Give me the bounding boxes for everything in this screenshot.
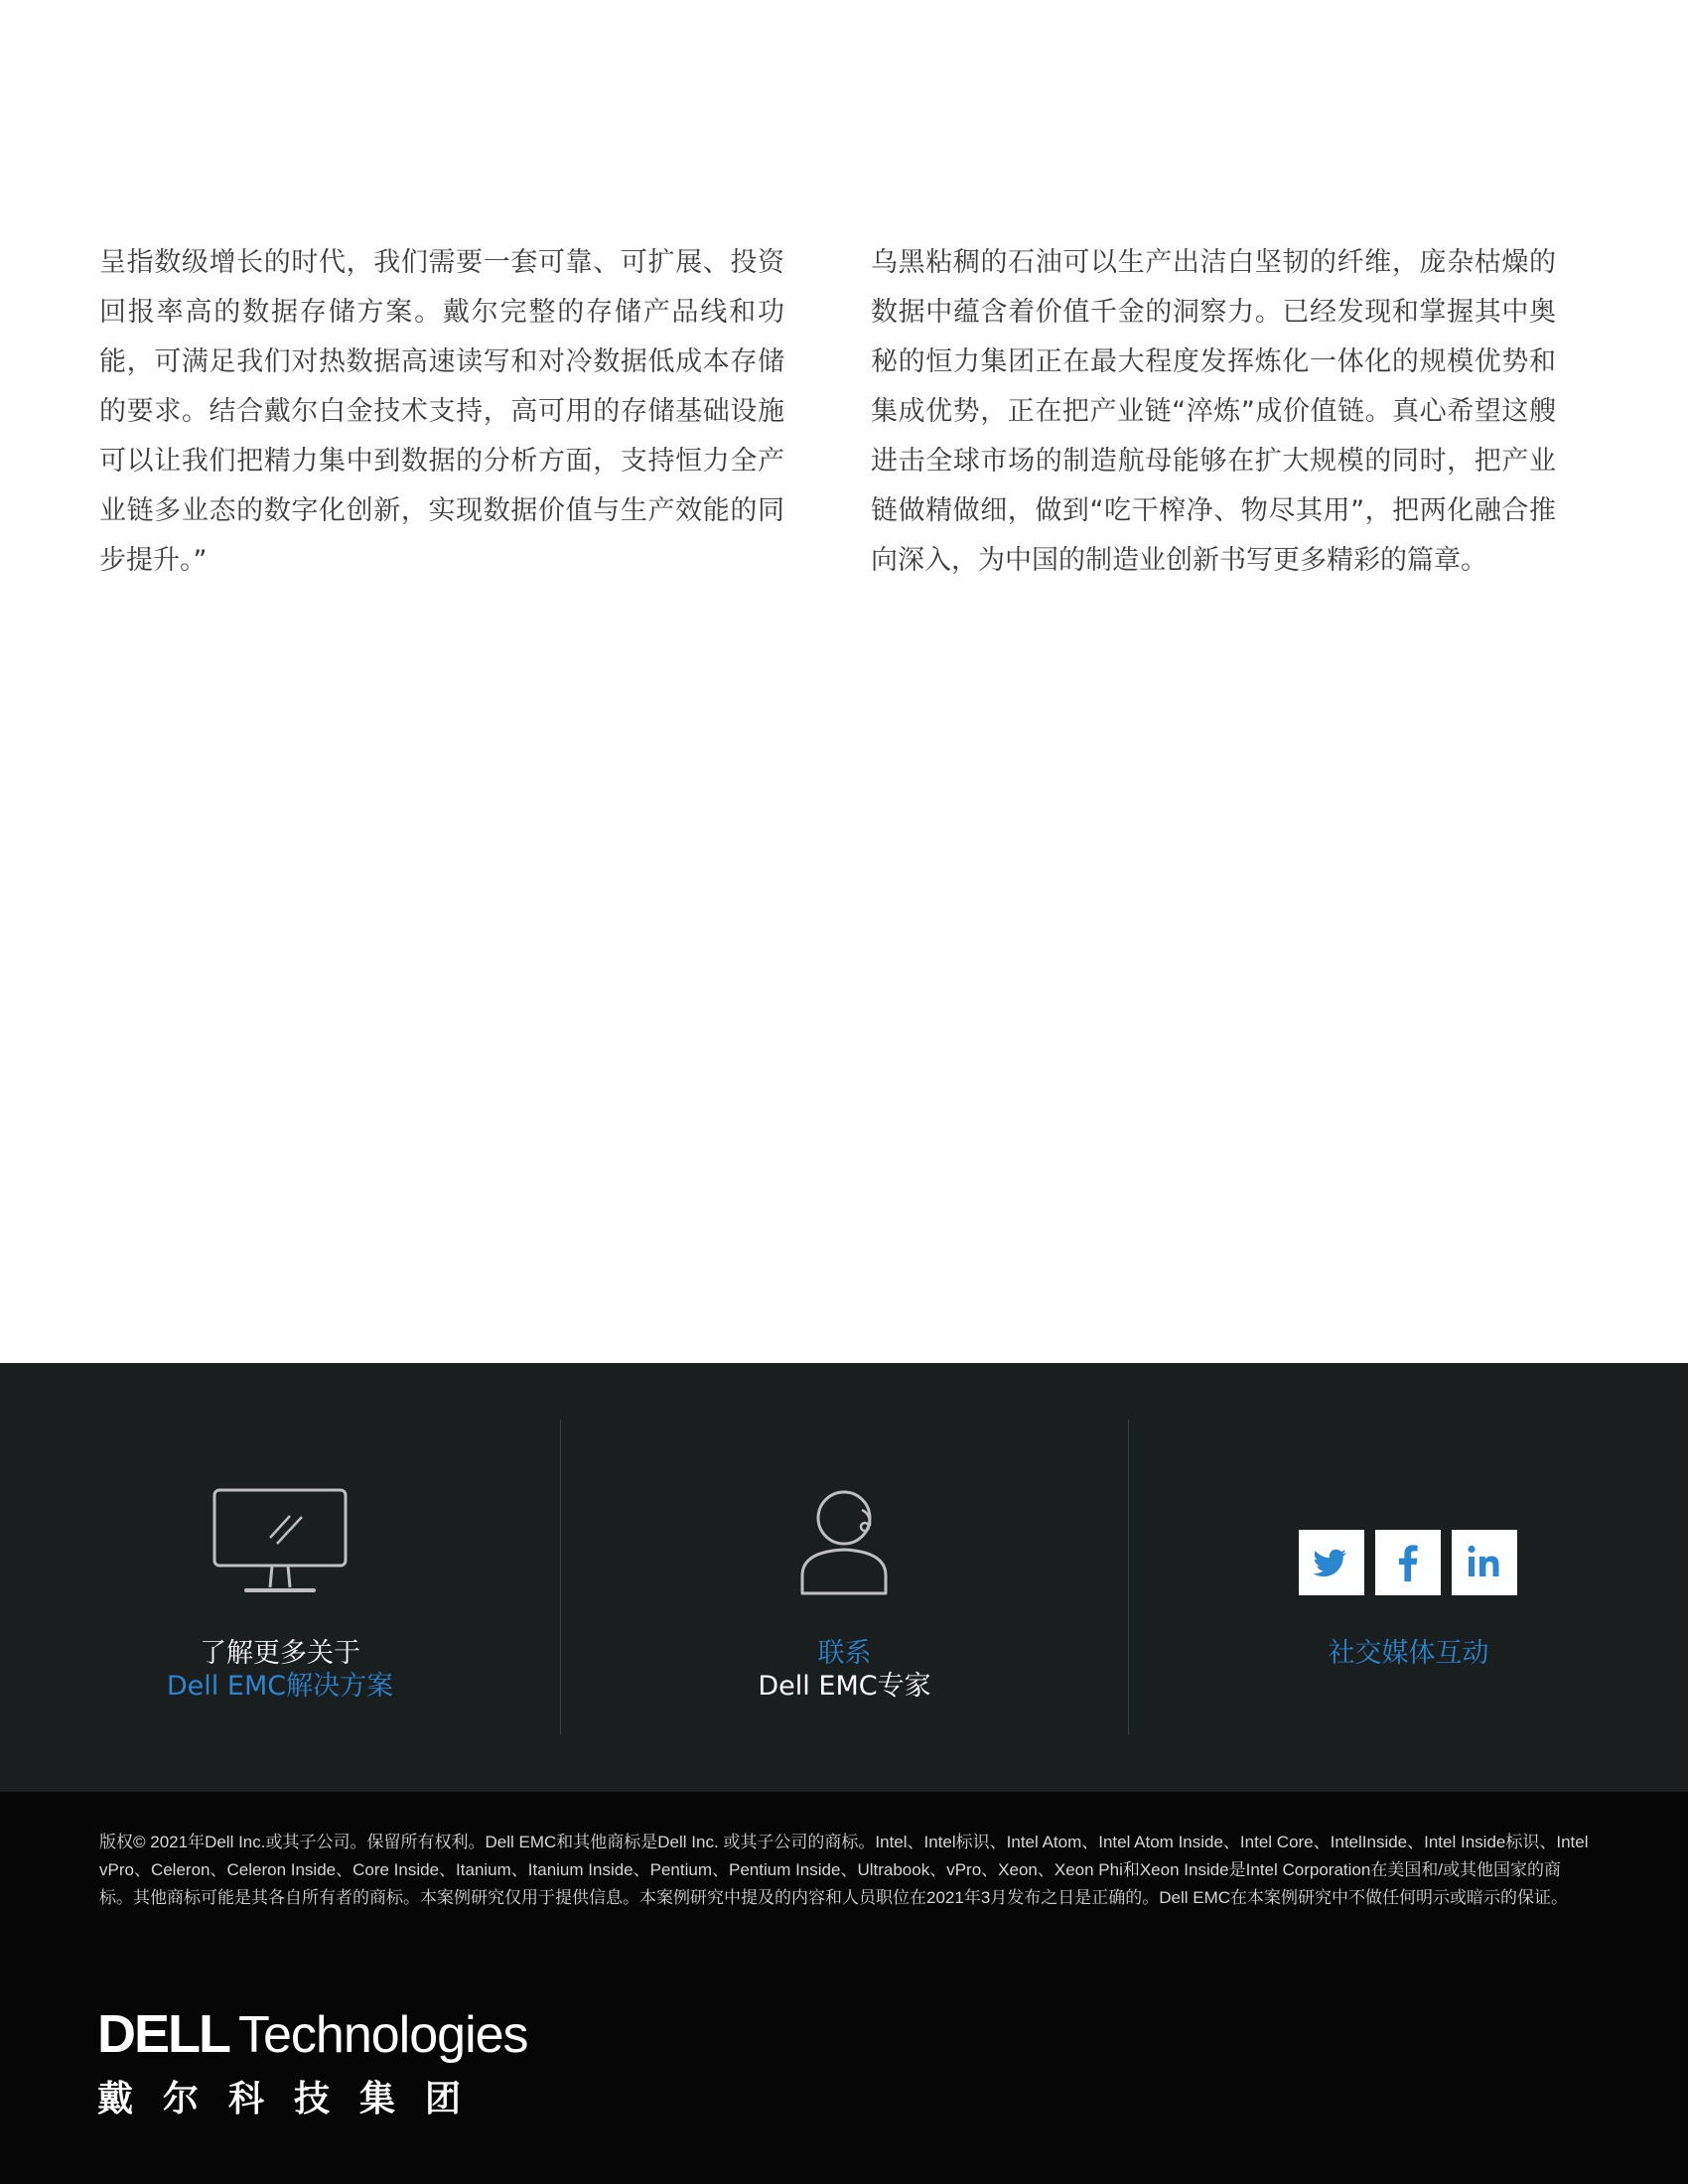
twitter-icon xyxy=(1299,1530,1364,1595)
twitter-button[interactable] xyxy=(1299,1530,1364,1595)
svg-text:DELL: DELL xyxy=(97,2004,229,2064)
cta-band xyxy=(0,1363,1688,1792)
contact-line2: Dell EMC专家 xyxy=(758,1671,931,1702)
linkedin-button[interactable] xyxy=(1452,1530,1517,1595)
contact-expert-link[interactable] xyxy=(561,1363,1128,1792)
dell-technologies-logo xyxy=(97,1998,534,2117)
headset-person-icon xyxy=(796,1488,896,1597)
facebook-icon xyxy=(1375,1530,1441,1595)
learn-more-link[interactable] xyxy=(0,1363,560,1792)
social-media-link[interactable]: 社交媒体互动 xyxy=(1328,1638,1489,1669)
footer xyxy=(0,1792,1688,2184)
linkedin-icon xyxy=(1452,1530,1517,1595)
social-section xyxy=(1129,1363,1688,1792)
learn-more-line1: 了解更多关于 xyxy=(200,1638,360,1669)
monitor-icon xyxy=(212,1488,348,1599)
facebook-button[interactable] xyxy=(1375,1530,1441,1595)
dell-technologies-logo-graphic xyxy=(97,1998,534,2117)
svg-text:Technologies: Technologies xyxy=(238,2006,528,2064)
left-paragraph: 呈指数级增长的时代，我们需要一套可靠、可扩展、投资回报率高的数据存储方案。戴尔完整的存储产品线和功能，可满足我们对热数据高速读写和对冷数据低成本存储的要求。结合戴尔白金技术支持，高可用的存储基础设施可以让我们把精力集中到数据的分析方面，支持恒力全产业链多业态的数字化创新，实现数据价值与生产效能的同步提升。” xyxy=(99,247,784,576)
right-paragraph: 乌黑粘稠的石油可以生产出洁白坚韧的纤维，庞杂枯燥的数据中蕴含着价值千金的洞察力。已经发现和掌握其中奥秘的恒力集团正在最大程度发挥炼化一体化的规模优势和集成优势，正在把产业链“淬炼”成价值链。真心希望这艘进击全球市场的制造航母能够在扩大规模的同时，把产业链做精做细，做到“吃干榨净、物尽其用”，把两化融合推向深入，为中国的制造业创新书写更多精彩的篇章。 xyxy=(871,247,1556,576)
svg-text:戴尔科技集团: 戴尔科技集团 xyxy=(97,2079,492,2117)
contact-line1: 联系 xyxy=(817,1638,872,1669)
learn-more-line2: Dell EMC解决方案 xyxy=(166,1671,394,1702)
legal-text: 版权© 2021年Dell Inc.或其子公司。保留所有权利。Dell EMC和其他商标是Dell Inc. 或其子公司的商标。Intel、Intel标识、Intel Atom、Intel Atom Inside、Intel Core、IntelInside、Intel Inside标识、Intel vPro、Celeron、Celeron Inside、Core Inside、Itanium、Itanium Inside、Pentium、Pentium Inside、Ultrabook、vPro、Xeon、Xeon Phi和Xeon Inside是Intel Corporation在美国和/或其他国家的商标。其他商标可能是其各自所有者的商标。本案例研究仅用于提供信息。本案例研究中提及的内容和人员职位在2021年3月发布之日是正确的。Dell EMC在本案例研究中不做任何明示或暗示的保证。 xyxy=(99,1833,1589,1907)
